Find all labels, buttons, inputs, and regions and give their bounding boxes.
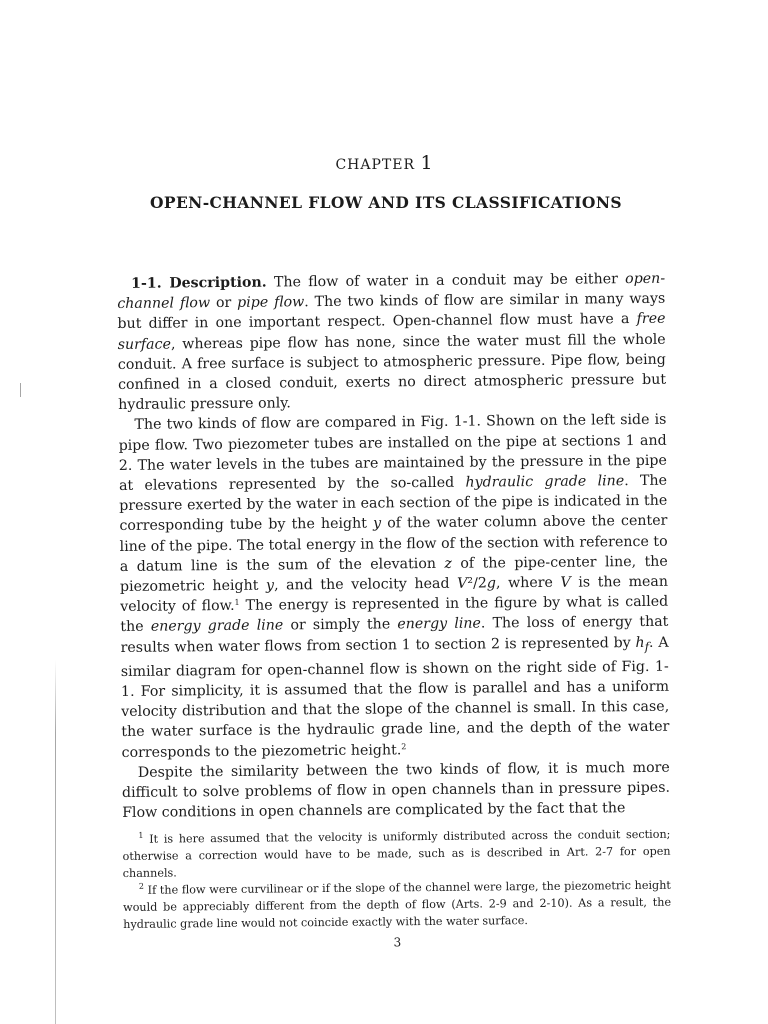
chapter-number: 1: [420, 152, 433, 174]
page-number: 3: [393, 935, 402, 950]
chapter-word: CHAPTER: [335, 157, 415, 173]
text-run: . A similar diagram for open-channel flow is shown on the right side of Fig. 1-1. For simplicity, it is assumed that the flow is parallel and has a uniform velocity distribution and that the slope of the channel is small. In this case, the water surface is the hydraulic grade line, and the depth of the water corresponds to the piezometric height.: [120, 634, 670, 761]
text-run: or simply the: [283, 616, 398, 634]
footnote-mark: 1: [138, 831, 144, 841]
text-run: , where: [495, 574, 561, 592]
section-heading: 1-1. Description.: [131, 274, 267, 292]
body-text: [117, 269, 672, 956]
italic-term: energy grade line: [150, 617, 284, 636]
text-run: , and the velocity head: [273, 575, 458, 594]
text-run: or: [209, 295, 238, 312]
italic-term: hydraulic grade line: [465, 473, 625, 491]
text-run: The two kinds of flow are compared in Fig. 1-1. Shown on the left side is pipe flow. Two piezometer tubes are installed on the pipe at sections 1 and 2. The water levels in the tubes are maintained by the pressure in the pipe at elevations represented by the so-called: [118, 412, 667, 495]
italic-symbol: V: [560, 574, 571, 591]
paragraph-comparison: [118, 410, 669, 763]
footnotes: [122, 826, 671, 933]
paragraph-similarity: Despite the similarity between the two kinds of flow, it is much more difficult to solve problems of flow in open channels than in pressure pipes. Flow conditions in open channels are complicated by the fact that the: [121, 759, 671, 822]
italic-symbol: h: [635, 634, 645, 651]
italic-symbol: y: [372, 515, 382, 532]
chapter-title: OPEN-CHANNEL FLOW AND ITS CLASSIFICATIONS: [149, 193, 622, 212]
italic-term: open-channel flow: [117, 270, 666, 313]
italic-term: free surface: [117, 311, 666, 353]
italic-term: pipe flow: [237, 294, 305, 312]
text-run: , whereas pipe flow has none, since the water must fill the whole conduit. A free surface is subject to atmospheric pressure. Pipe flow, being confined in a closed conduit, exerts no direct atmospheric pressure but hydraulic pressure only.: [117, 331, 667, 414]
italic-subscript: f: [644, 639, 650, 654]
italic-symbol: V: [457, 575, 468, 592]
text-run: The energy is represented in the figure by what is called the: [120, 593, 669, 636]
footnote-text: It is here assumed that the velocity is uniformly distributed across the conduit section; otherwise a correction would have to be made, such as is described in Art. 2-7 for open channels.: [122, 828, 671, 881]
text-run: The flow of water in a conduit may be either: [273, 271, 626, 291]
text-run: of the pipe-center line, the piezometric height: [119, 553, 668, 596]
text-run: ²/2: [467, 575, 487, 592]
footnote: [123, 877, 671, 933]
footnote-text: If the flow were curvilinear or if the slope of the channel were large, the piezometric height would be appreciably different from the depth of flow (Arts. 2-9 and 2-10). As a result, the hydraulic grade line would not coincide exactly with the water surface.: [123, 879, 672, 932]
footnote-mark: 2: [138, 882, 145, 892]
text-run: . The two kinds of flow are similar in many ways but differ in one important respect. Open-channel flow must have a: [117, 290, 666, 333]
italic-term: energy line: [397, 615, 481, 633]
footnote-ref: 1: [234, 598, 240, 608]
italic-symbol: g: [486, 575, 497, 592]
italic-symbol: z: [444, 555, 452, 572]
text-run: is the mean velocity of flow.: [120, 573, 669, 616]
footnote: [122, 826, 670, 882]
text-run: of the water column above the center line of the pipe. The total energy in the flow of the section with reference to a datum line is the sum of the elevation: [119, 513, 668, 575]
text-run: . The pressure exerted by the water in each section of the pipe is indicated in the corresponding tube by the height: [119, 472, 668, 535]
footnote-ref: 2: [401, 741, 407, 751]
scan-page-edge: [55, 660, 56, 1024]
text-run: . The loss of energy that results when water flows from section 1 to section 2 is represented by: [120, 614, 669, 656]
italic-symbol: y: [265, 577, 275, 594]
chapter-label: [0, 152, 768, 174]
scan-artifact-mark: [20, 383, 21, 397]
paragraph-description: [117, 269, 666, 416]
